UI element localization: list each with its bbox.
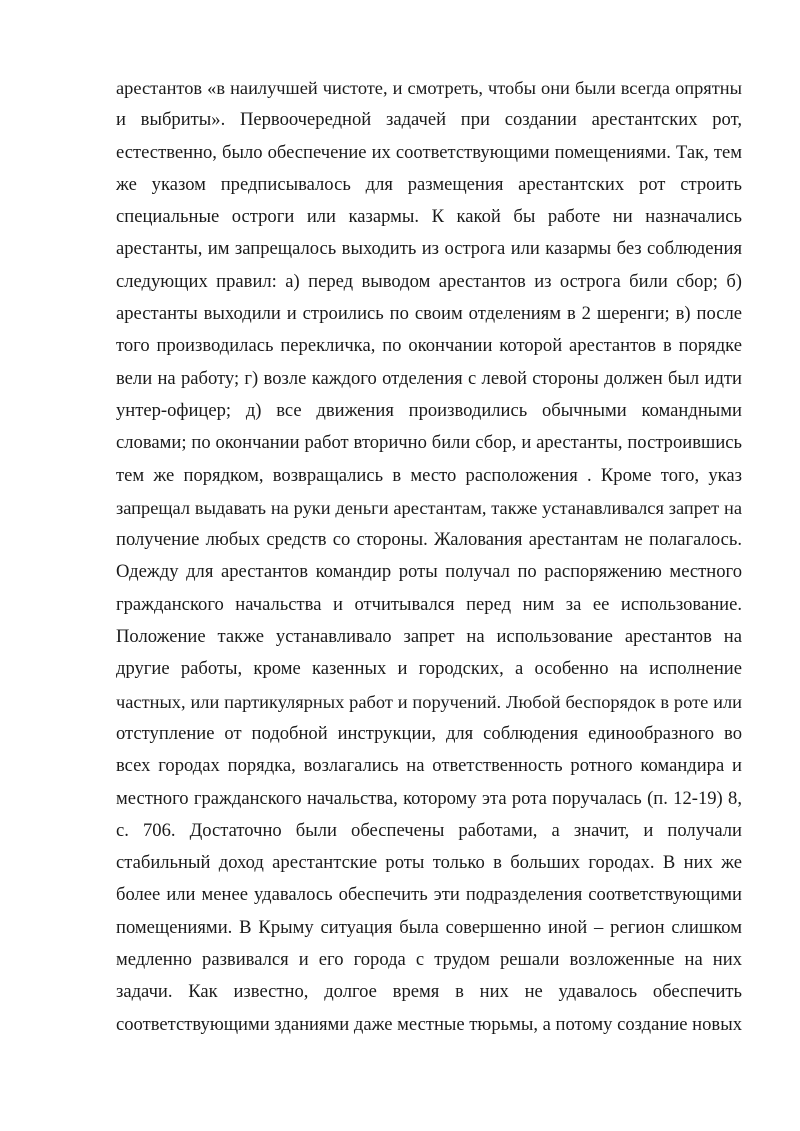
text-line: задачи. Как известно, долгое время в них не удавалось обеспечить [116,981,742,1003]
text-line: и выбриты». Первоочередной задачей при создании арестантских рот, [116,109,742,131]
text-line: отступление от подобной инструкции, для соблюдения единообразного во [116,722,742,744]
text-line: арестантов «в наилучшей чистоте, и смотреть, чтобы они были всегда опрятны [116,78,742,98]
text-line: всех городах порядка, возлагались на ответственность ротного командира и [116,755,742,777]
text-line: частных, или партикулярных работ и поручений. Любой беспорядок в роте или [116,691,742,712]
text-line: запрещал выдавать на руки деньги арестантам, также устанавливался запрет на [116,497,742,518]
text-line: местного гражданского начальства, которому эта рота поручалась (п. 12-19) 8, [116,787,742,809]
text-line: Положение также устанавливало запрет на использование арестантов на [116,626,742,648]
text-line: с. 706. Достаточно были обеспечены работами, а значит, и получали [116,819,742,841]
document-page [116,72,742,1041]
text-line: арестанты выходили и строились по своим отделениям в 2 шеренги; в) после [116,303,742,325]
text-line: медленно развивался и его города с трудом решали возложенные на них [116,949,742,971]
text-line: Одежду для арестантов командир роты получал по распоряжению местного [116,561,742,583]
text-line: арестанты, им запрещалось выходить из острога или казармы без соблюдения [116,238,742,260]
text-line: тем же порядком, возвращались в место расположения . Кроме того, указ [116,464,742,486]
text-line: соответствующими зданиями даже местные тюрьмы, а потому создание новых [116,1013,742,1035]
text-line: специальные остроги или казармы. К какой бы работе ни назначались [116,206,742,228]
text-line: следующих правил: а) перед выводом арестантов из острога били сбор; б) [116,270,742,292]
text-line: помещениями. В Крыму ситуация была совершенно иной – регион слишком [116,916,742,938]
text-line: унтер-офицер; д) все движения производились обычными командными [116,399,742,421]
text-line: более или менее удавалось обеспечить эти подразделения соответствующими [116,884,742,906]
text-line: получение любых средств со стороны. Жалования арестантам не полагалось. [116,529,742,551]
text-line: того производилась перекличка, по окончании которой арестантов в порядке [116,335,742,357]
text-line: естественно, было обеспечение их соответствующими помещениями. Так, тем [116,141,742,163]
text-line: словами; по окончании работ вторично били сбор, и арестанты, построившись [116,432,742,454]
text-line: другие работы, кроме казенных и городских, а особенно на исполнение [116,658,742,680]
text-line: же указом предписывалось для размещения арестантских рот строить [116,173,742,195]
text-line: гражданского начальства и отчитывался перед ним за ее использование. [116,593,742,615]
text-line: стабильный доход арестантские роты только в больших городах. В них же [116,852,742,874]
text-line: вели на работу; г) возле каждого отделения с левой стороны должен был идти [116,367,742,389]
